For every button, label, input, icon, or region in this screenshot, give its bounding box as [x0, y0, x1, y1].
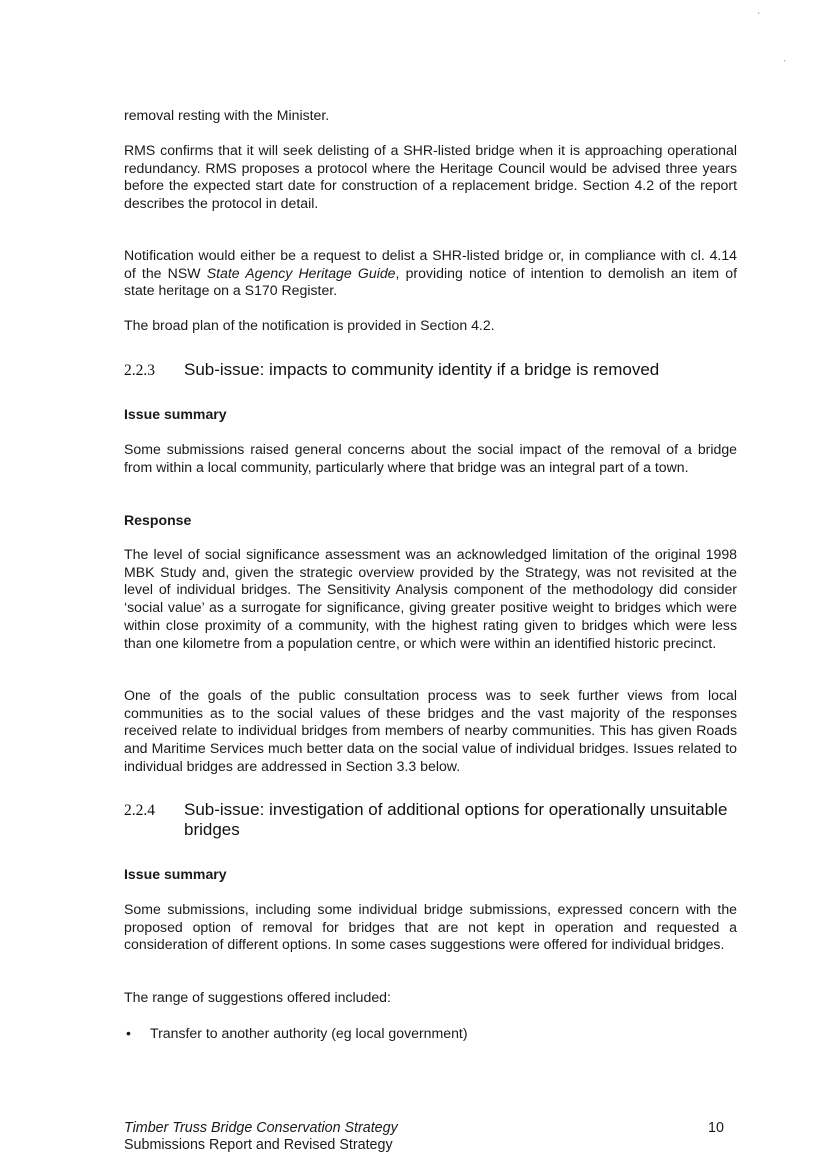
section-title: Sub-issue: impacts to community identity if a bridge is removed	[184, 360, 660, 379]
section-heading-2-2-3	[124, 360, 744, 382]
paragraph-additional-options: Some submissions, including some individual bridge submissions, expressed concern with the proposed option of removal for bridges that are not kept in operation and requested a consideration of different options. In some cases suggestions were offered for individual bridges.	[124, 901, 737, 953]
paragraph-social-significance: The level of social significance assessment was an acknowledged limitation of the original 1998 MBK Study and, given the strategic overview provided by the Strategy, was not revisited at the level of individual bridges. The Sensitivity Analysis component of the methodology did consider ‘social value’ as a surrogate for significance, giving greater positive weight to bridges which were within close proximity of a community, with the highest rating given to bridges which were less than one kilometre from a population centre, or which were within an identified historic precinct.	[124, 546, 737, 651]
list-item-text: Transfer to another authority (eg local government)	[150, 1025, 468, 1041]
paragraph-notification-part-1: Notification would either be a request to delist a SHR-listed bridge or, in compliance with cl. 4.14 of the NSW	[124, 247, 737, 281]
issue-summary-heading: Issue summary	[124, 406, 227, 422]
guide-title: State Agency Heritage Guide	[206, 264, 396, 281]
issue-summary-heading: Issue summary	[124, 866, 227, 882]
paragraph-notification	[124, 247, 737, 300]
scan-mark-top: ʻ	[758, 11, 760, 20]
section-heading-2-2-4	[124, 800, 744, 842]
response-heading: Response	[124, 512, 192, 528]
footer-line-1: Timber Truss Bridge Conservation Strategy	[124, 1120, 398, 1136]
section-number: 2.2.3	[124, 362, 155, 379]
paragraph-range-of-suggestions: The range of suggestions offered included:	[124, 989, 391, 1005]
paragraph-social-concerns: Some submissions raised general concerns about the social impact of the removal of a bridge from within a local community, particularly where that bridge was an integral part of a town.	[124, 441, 737, 475]
bullet-icon: •	[126, 1025, 131, 1041]
paragraph-removal: removal resting with the Minister.	[124, 107, 330, 123]
paragraph-public-consultation: One of the goals of the public consultation process was to seek further views from local communities as to the social values of these bridges and the vast majority of the responses received relate to individual bridges from members of nearby communities. This has given Roads and Maritime Services much better data on the social value of individual bridges. Issues related to individual bridges are addressed in Section 3.3 below.	[124, 687, 737, 774]
footer-title	[124, 1120, 398, 1154]
section-title: Sub-issue: investigation of additional options for operationally unsuitable bridges	[184, 800, 728, 839]
list-item	[124, 1024, 737, 1042]
page-number: 10	[708, 1120, 724, 1136]
scan-mark-right: ˏ	[783, 53, 786, 62]
footer-line-2: Submissions Report and Revised Strategy	[124, 1137, 393, 1153]
paragraph-notification-part-2: , providing notice of intention to demolish an item of state heritage on a S170 Register.	[124, 264, 737, 299]
section-number: 2.2.4	[124, 802, 155, 819]
paragraph-rms-delisting: RMS confirms that it will seek delisting of a SHR-listed bridge when it is approaching operational redundancy. RMS proposes a protocol where the Heritage Council would be advised three years before the expected start date for construction of a replacement bridge. Section 4.2 of the report describes the protocol in detail.	[124, 142, 737, 212]
paragraph-broad-plan: The broad plan of the notification is provided in Section 4.2.	[124, 317, 495, 333]
